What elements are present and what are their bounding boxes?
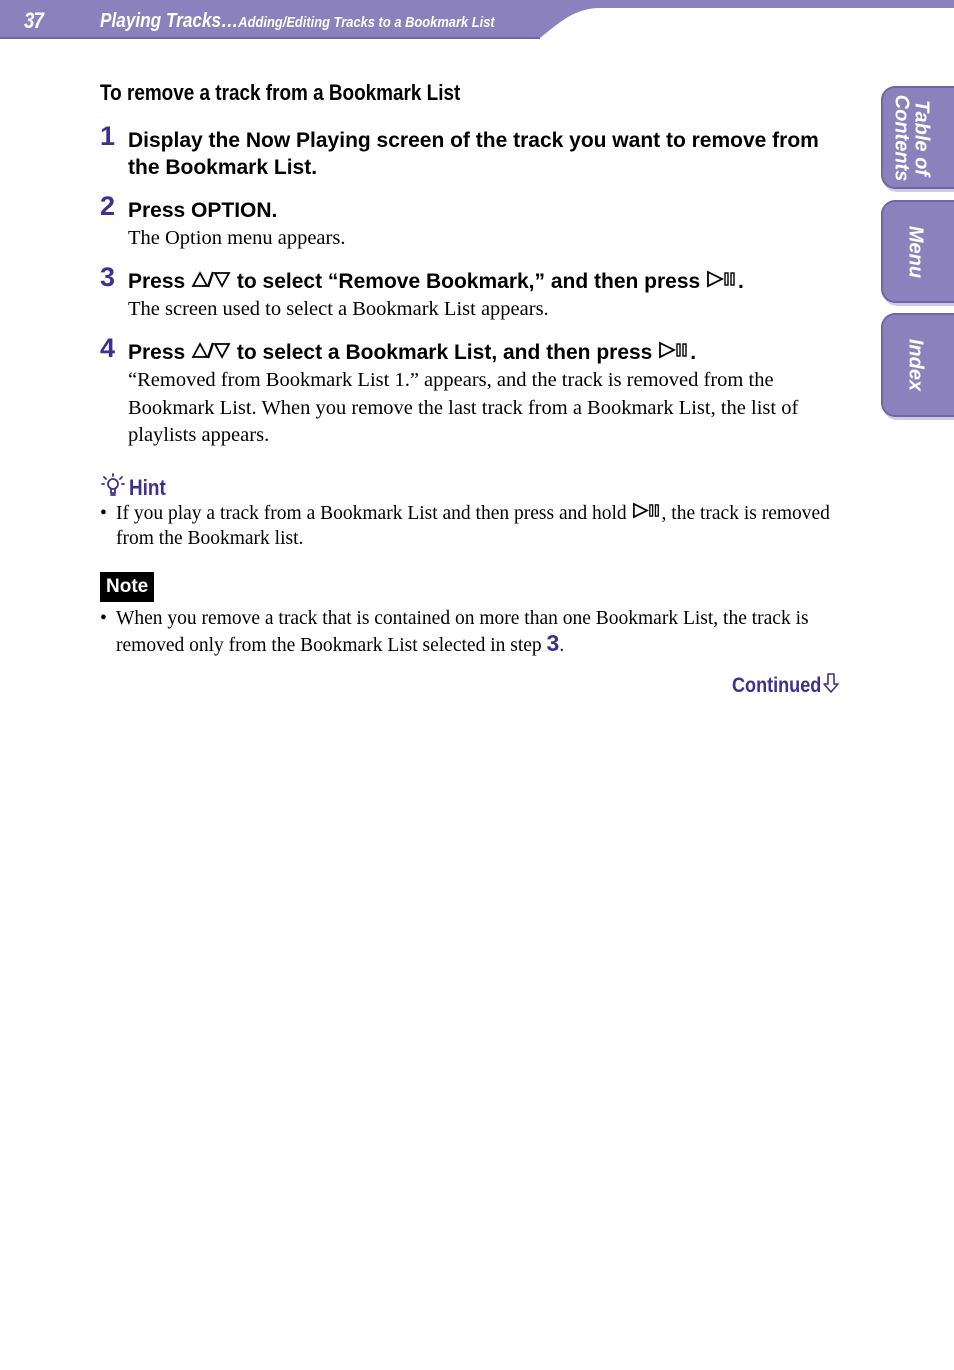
step-3 (100, 262, 850, 324)
up-down-arrow-icon (191, 268, 231, 295)
hint-heading (100, 472, 172, 503)
note-text-post: . (559, 635, 565, 656)
note-text (116, 606, 840, 658)
bullet-dot: • (100, 608, 107, 629)
step-body: “Removed from Bookmark List 1.” appears, and the track is removed from the Bookmark List. When you remove the last track from a Bookmark List, the list of playlists appears. (128, 369, 799, 446)
section-subtitle: Adding/Editing Tracks to a Bookmark List (238, 14, 495, 31)
step-2 (100, 191, 850, 253)
play-pause-icon (706, 268, 738, 295)
note-text-pre: When you remove a track that is contained on more than one Bookmark List, the track is removed only from the Bookmark List selected in step (116, 608, 809, 656)
tab-index-label: Index (904, 338, 927, 392)
step-heading-pre: Press (128, 341, 192, 364)
lightbulb-icon (100, 472, 126, 503)
hint-text-pre: If you play a track from a Bookmark List and then press and hold (116, 503, 632, 524)
step-number: 1 (100, 121, 116, 151)
tab-index[interactable] (881, 313, 954, 417)
step-heading-mid: to select “Remove Bookmark,” and then press (231, 270, 707, 293)
step-body: The screen used to select a Bookmark List appears. (128, 298, 549, 320)
step-heading-mid: to select a Bookmark List, and then press (231, 341, 659, 364)
step-number: 3 (100, 262, 116, 292)
section-title: To remove a track from a Bookmark List (100, 80, 461, 105)
down-arrow-icon (822, 672, 840, 699)
hint-text (116, 501, 840, 551)
step-number: 4 (100, 333, 116, 363)
step-reference: 3 (546, 630, 560, 656)
step-heading-post: . (690, 341, 697, 364)
play-pause-icon (632, 501, 662, 526)
hint-label: Hint (129, 474, 166, 500)
header-title (100, 10, 495, 33)
play-pause-icon (658, 339, 690, 366)
step-heading-pre: Press (128, 270, 192, 293)
note-bullet (100, 606, 840, 658)
hint-bullet (100, 501, 840, 551)
note-badge: Note (100, 572, 154, 602)
tab-table-of-contents[interactable] (881, 86, 954, 189)
step-heading: Press OPTION. (128, 199, 278, 222)
page-number: 37 (24, 8, 44, 33)
step-number: 2 (100, 191, 116, 221)
step-heading: Display the Now Playing screen of the track you want to remove from the Bookmark List. (128, 129, 819, 179)
step-body: The Option menu appears. (128, 227, 346, 249)
step-heading (128, 339, 850, 366)
chapter-title: Playing Tracks… (100, 10, 239, 32)
continued-label: Continued (732, 673, 822, 697)
step-4 (100, 333, 850, 450)
step-heading (128, 268, 850, 295)
tab-menu-label: Menu (904, 225, 927, 278)
step-1 (100, 121, 850, 181)
up-down-arrow-icon (191, 339, 231, 366)
tab-menu[interactable] (881, 200, 954, 303)
continued-link[interactable] (732, 672, 840, 699)
bullet-dot: • (100, 503, 107, 524)
tab-toc-label: Table of Contents (890, 94, 933, 181)
step-heading-post: . (738, 270, 744, 293)
hint-text-post: , the track is removed from the Bookmark list. (116, 503, 830, 549)
